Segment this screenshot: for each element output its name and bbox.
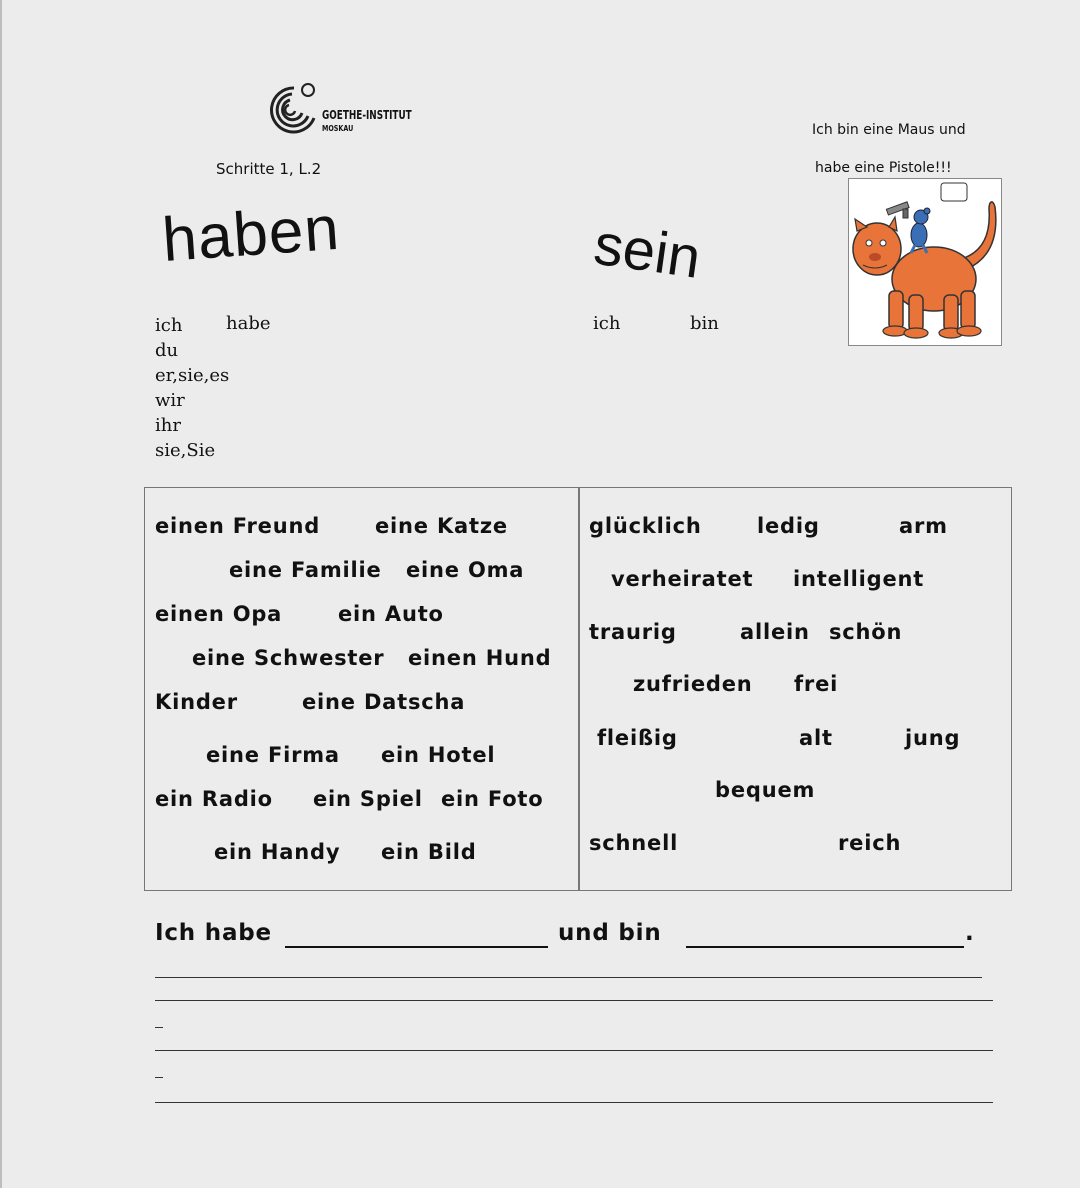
haben-word: ein Handy [214,840,341,864]
goethe-logo-icon [262,80,322,138]
logo-name: GOETHE-INSTITUT [322,108,412,122]
cartoon-caption-1: Ich bin eine Maus und [812,122,966,138]
sein-word: glücklich [589,514,702,538]
writing-line[interactable] [155,1102,993,1103]
sein-ich-pronoun: ich [593,313,621,334]
haben-word: eine Oma [406,558,525,582]
logo-city: MOSKAU [322,124,354,133]
writing-line[interactable] [155,977,982,978]
haben-word: ein Auto [338,602,444,626]
sein-word: jung [905,726,961,750]
haben-title: haben [160,193,342,276]
haben-word: ein Hotel [381,743,496,767]
pronoun-list [155,313,229,463]
haben-word: eine Datscha [302,690,466,714]
exercise-end: . [965,920,974,946]
sein-word: intelligent [793,567,925,591]
sein-word: schnell [589,831,679,855]
cat-mouse-cartoon [848,178,1002,346]
pronoun: du [155,340,179,361]
pronoun: ich [155,315,183,336]
haben-word: ein Spiel [313,787,423,811]
haben-word: ein Foto [441,787,544,811]
haben-word: einen Hund [408,646,552,670]
page-edge [0,0,2,1188]
sein-word: fleißig [597,726,678,750]
pronoun: er,sie,es [155,365,230,386]
exercise-middle: und bin [558,920,662,946]
goethe-institut-logo [262,80,442,140]
sein-word: zufrieden [633,672,753,696]
pronoun: sie,Sie [155,440,216,461]
sein-ich-form: bin [690,313,719,334]
sein-word: ledig [757,514,820,538]
sein-word: arm [899,514,948,538]
exercise-start: Ich habe [155,920,272,946]
writing-line[interactable] [155,1000,993,1001]
haben-word: eine Familie [229,558,382,582]
lesson-label: Schritte 1, L.2 [216,160,322,178]
bin-blank-line[interactable] [686,946,964,948]
sein-word: traurig [589,620,677,644]
pronoun: ihr [155,415,181,436]
writing-line-dash [155,1077,163,1078]
cat-illustration-icon [849,179,1001,345]
cartoon-caption-2: habe eine Pistole!!! [815,160,952,176]
writing-line-dash [155,1027,163,1028]
haben-word: einen Opa [155,602,283,626]
sein-word: alt [799,726,833,750]
haben-word: eine Schwester [192,646,385,670]
haben-ich-form: habe [226,313,271,334]
vocabulary-divider [578,487,580,891]
sein-word: reich [838,831,902,855]
sein-word: bequem [715,778,816,802]
habe-blank-line[interactable] [285,946,548,948]
haben-word: einen Freund [155,514,321,538]
sein-word: verheiratet [611,567,754,591]
haben-word: ein Bild [381,840,477,864]
sein-word: frei [794,672,839,696]
pronoun: wir [155,390,185,411]
haben-word: eine Katze [375,514,508,538]
haben-word: ein Radio [155,787,273,811]
haben-word: Kinder [155,690,238,714]
haben-word: eine Firma [206,743,340,767]
sein-word: allein [740,620,810,644]
writing-line[interactable] [155,1050,993,1051]
sein-title: sein [590,211,705,291]
sein-word: schön [829,620,903,644]
